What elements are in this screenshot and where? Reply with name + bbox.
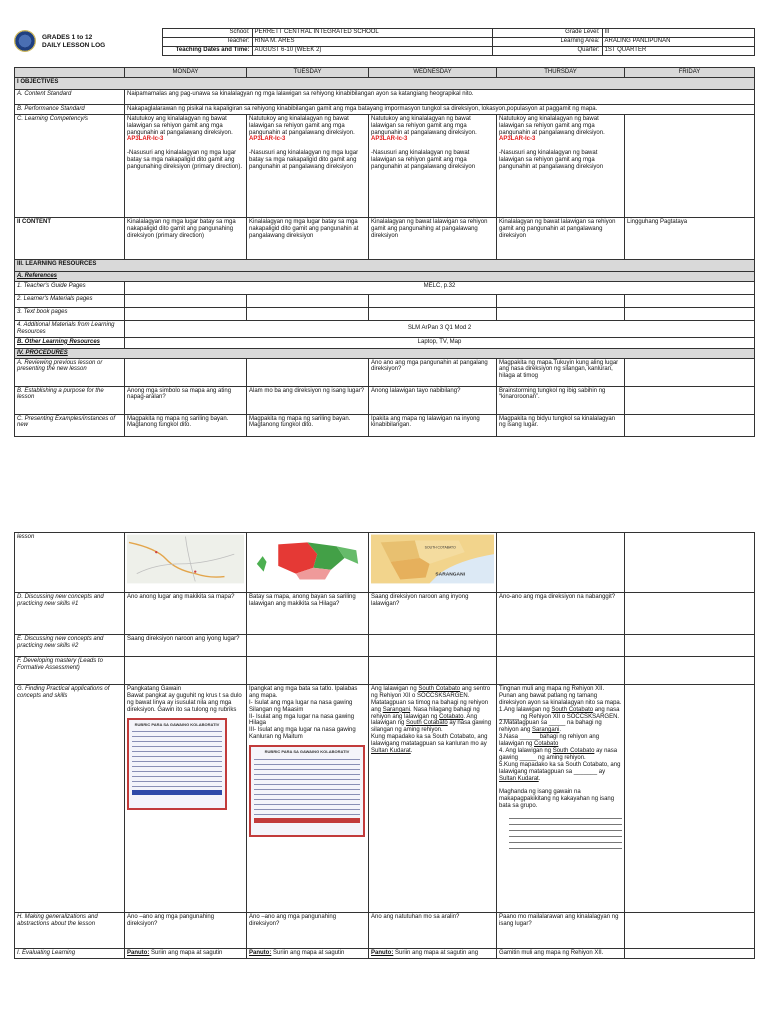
header-table: [14, 28, 755, 56]
proc-h-monday: Ano –ano ang mga pangunahing direksiyon?: [125, 913, 247, 949]
content-thursday: Kinalalagyan ng bawat lalawigan sa rehiyon gamit ang pangunahin at pangalawang direksiyon: [497, 217, 625, 259]
g-monday-text: Pangkatang Gawain Bawat pangkat ay guguhit ng krus t sa dulo ng bawat linya ay isusulat nila ang mga direksiyon. Gawin ito sa tulong ng rubriks: [127, 686, 242, 713]
comp-code: AP3LAR-Ic-3: [499, 136, 536, 143]
day-monday: MONDAY: [125, 68, 247, 78]
map-wednesday-cell: [369, 533, 497, 593]
panuto-label: Panuto:: [127, 950, 150, 956]
g-wed-text: ang sentro ng Rehiyon XII o SOCCSKSARGEN. Matatagpuan sa timog na bahagi ng rehiyon ang: [371, 686, 491, 713]
map-tuesday-cell: [247, 533, 369, 593]
rubric-image-monday: [127, 718, 227, 810]
street-map-icon: [127, 534, 244, 584]
performance-standard-label: B. Performance Standard: [15, 104, 125, 114]
lm-label: 2. Learner's Materials pages: [15, 294, 125, 307]
g-wed-sultan-kudarat: Sultan Kudarat: [371, 748, 411, 755]
rubric-image-tuesday: [249, 745, 365, 837]
rubric-title: RUBRIC PARA SA GAWAING KOLABORATIV: [134, 721, 220, 727]
content-heading: II CONTENT: [15, 217, 125, 259]
g-wed-south-cotabato: South Cotabato: [418, 686, 461, 692]
proc-h-wednesday: Ano ang natutuhan mo sa aralin?: [369, 913, 497, 949]
g-thu-text: Maghanda ng isang gawain na makapagpakikitang ng kakayahan ng isang bata sa grupo.: [499, 789, 615, 810]
g-wed-south-cotabato: South Cotabato: [406, 720, 448, 727]
content-wednesday: Kinalalagyan ng bawat lalawigan sa rehiyon gamit ang pangunahing at pangalawang direksiyon: [369, 217, 497, 259]
panuto-label: Panuto:: [371, 950, 394, 956]
proc-d-wednesday: Saang direksiyon naroon ang inyong lalawigan?: [369, 593, 497, 635]
comp-sub-text: -Nasusuri ang kinalalagyan ng mga lugar batay sa mga nakapaligid dito gamit ang pangunahin at pangalawang direksiyon: [249, 150, 359, 171]
region-map-icon: [249, 534, 366, 584]
dates-value: AUGUST 6-10 (WEEK 2): [252, 47, 492, 56]
comp-code: AP3LAR-Ic-3: [127, 136, 164, 143]
proc-e-monday: Saang direksiyon naroon ang iyong lugar?: [125, 635, 247, 657]
comp-main-text: Natutukoy ang kinalalagyan ng bawat lalawigan sa rehiyon gamit ang mga pangunahin at pangalawang direksiyon.: [371, 115, 477, 136]
proc-d-monday: Ano anong lugar ang makikita sa mapa?: [125, 593, 247, 635]
deped-seal-logo: [14, 30, 36, 52]
g-thu-sarangani: Sarangani: [532, 727, 560, 734]
other-resources-value: Laptop, TV, Map: [125, 337, 755, 348]
competency-friday: [625, 114, 755, 217]
content-tuesday: Kinalalagyan ng mga lugar batay sa mga nakapaligid dito gamit ang pangunahin at pangalawang direksiyon: [247, 217, 369, 259]
quarter-label: Quarter:: [492, 47, 602, 56]
g-thu-text: 4. Ang lalawigan ng: [499, 748, 552, 755]
proc-c-monday: Magpakita ng mapa ng sariling bayan. Magtanong tungkol dito.: [125, 414, 247, 436]
blank-corner: [15, 68, 125, 78]
additional-value: SLM ArPan 3 Q1 Mod 2: [125, 320, 755, 337]
lesson-table-page1: [14, 67, 755, 437]
comp-sub-text: -Nasusuri ang kinalalagyan ng mga lugar batay sa mga nakapaligid dito gamit ang pangunahing direksiyon (primary direction).: [127, 150, 243, 171]
g-thu-sultan-kudarat: Sultan Kudarat: [499, 775, 539, 782]
proc-i-label: I. Evaluating Learning: [15, 949, 125, 959]
g-thu-text: . 3.Nasa ______bahagi ng rehiyon ang lalawigan ng: [499, 727, 600, 748]
comp-code: AP3LAR-Ic-3: [371, 136, 408, 143]
comp-sub-text: -Nasusuri ang kinalalagyan ng bawat lalawigan sa rehiyon gamit ang mga pangunahin at pangalawang direksiyon: [499, 150, 604, 171]
day-wednesday: WEDNESDAY: [369, 68, 497, 78]
title-line1: GRADES 1 to 12: [42, 33, 93, 41]
additional-label: 4. Additional Materials from Learning Resources: [15, 320, 125, 337]
proc-b-tuesday: Alam mo ba ang direksiyon ng isang lugar?: [247, 386, 369, 414]
procedures-heading: IV. PROCEDURES: [15, 348, 755, 358]
competency-tuesday: [247, 114, 369, 217]
proc-g-thursday: [497, 685, 625, 913]
proc-h-label: H. Making generalizations and abstractions about the lesson: [15, 913, 125, 949]
i-text: Suriin ang mapa at sagutin: [149, 950, 223, 956]
proc-a-label: A. Reviewing previous lesson or presenting the new lesson: [15, 358, 125, 386]
proc-e-label: E. Discussing new concepts and practicing new skills #2: [15, 635, 125, 657]
g-tuesday-text: Ipangkat ang mga bata sa tatlo. Ipalabas ang mapa. I- Isulat ang mga lugar na nasa gawing Silangan ng Maasim II- Isulat ang mga lugar na nasa gawing Hilaga III- Isulat ang mga lugar na nasa gawing Kanluran ng Maitum: [249, 686, 358, 741]
day-header-row: [15, 68, 755, 78]
proc-g-label: G. Finding Practical applications of concepts and skills: [15, 685, 125, 913]
proc-c-label: C. Presenting Examples/instances of new: [15, 414, 125, 436]
competency-monday: [125, 114, 247, 217]
sarangani-label: SARANGANI: [435, 572, 465, 578]
g-wed-text: .: [410, 748, 413, 755]
comp-sub-text: -Nasusuri ang kinalalagyan ng bawat lalawigan sa rehiyon gamit ang mga pangunahin at pangalawang direksiyon: [371, 150, 476, 171]
g-thu-cotabato: Cotabato: [534, 741, 559, 748]
tg-label: 1. Teacher's Guide Pages: [15, 281, 125, 294]
proc-g-wednesday: [369, 685, 497, 913]
lesson-table-page2: [14, 532, 755, 959]
map-monday-cell: [125, 533, 247, 593]
content-standard-label: A. Content Standard: [15, 89, 125, 104]
g-wed-text: . Ang lalawigan ng: [371, 713, 478, 727]
proc-g-monday: [125, 685, 247, 913]
proc-f-label: F. Developing mastery (Leads to Formative Assessment): [15, 657, 125, 685]
grade-label: Grade Level:: [492, 29, 602, 38]
other-resources-label: B. Other Learning Resources: [15, 337, 125, 348]
tg-value: MELC, p.32: [125, 281, 755, 294]
content-standard-text: Naipamamalas ang pag-unawa sa kinalalagyan ng mga lalawigan sa rehiyong kinabibilangan ayon sa katangiang heograpikal nito.: [125, 89, 755, 104]
page-two: [14, 532, 754, 959]
proc-i-thursday: Gamitin muli ang mapa ng Rehiyon XII.: [497, 949, 625, 959]
proc-b-label: B. Establishing a purpose for the lesson: [15, 386, 125, 414]
g-wed-text: . Nasa hilagang bahagi ng rehiyon ang lalawigan ng: [371, 706, 480, 720]
page-one: [14, 28, 754, 437]
competency-wednesday: [369, 114, 497, 217]
competency-label: C. Learning Competency/s: [15, 114, 125, 217]
proc-d-thursday: Ano-ano ang mga direksiyon na nabanggit?: [497, 593, 625, 635]
g-thu-south-cotabato: South Cotabato: [551, 706, 594, 713]
soccsksargen-map: [371, 534, 494, 584]
content-friday: Lingguhang Pagtataya: [625, 217, 755, 259]
school-label: School:: [162, 29, 252, 38]
content-monday: Kinalalagyan ng mga lugar batay sa mga nakapaligid dito gamit ang pangunahing direksiyon (primary direction): [125, 217, 247, 259]
g-thu-text: Tingnan muli ang mapa ng Rehiyon XII. Punan ang bawat patlang ng tamang direksiyon ayon sa kinalalagyan nito sa mapa. 1.Ang lalawigan ng: [499, 686, 622, 713]
proc-c-thursday: Magpakita ng bidyu tungkol sa kinalalagyan ng isang lugar.: [497, 414, 625, 436]
proc-b-thursday: Brainstorming tungkol ng ibig sabihin ng “kinaroroonan”.: [497, 386, 625, 414]
g-wed-text: ay nasa gawing silangan ng aming rehiyon. Kung mapadako ka sa South Cotabato, ang lalawigang matatagpuan sa kanluran mo ay: [371, 720, 492, 748]
g-wed-text: Ang lalawigan ng: [371, 686, 419, 692]
g-thu-text: ang nasa ______: [499, 706, 620, 720]
references-heading: A. References: [15, 271, 755, 281]
proc-b-monday: Anong mga simbolo sa mapa ang ating napag-aralan?: [125, 386, 247, 414]
day-friday: FRIDAY: [625, 68, 755, 78]
dates-label: Teaching Dates and Time:: [162, 47, 252, 56]
panuto-label: Panuto:: [249, 950, 272, 956]
teacher-value: RINA M. ARES: [252, 38, 492, 47]
quarter-value: 1ST QUARTER: [602, 47, 754, 56]
proc-d-label: D. Discussing new concepts and practicing new skills #1: [15, 593, 125, 635]
tb-label: 3. Text book pages: [15, 307, 125, 320]
philippines-region-map: [249, 534, 366, 584]
area-label: Learning Area:: [492, 38, 602, 47]
area-value: ARALING PANLIPUNAN: [602, 38, 754, 47]
g-wed-sarangani: Sarangani: [382, 706, 411, 713]
proc-i-monday: [125, 949, 247, 959]
g-thu-text: .: [538, 775, 541, 782]
school-value: PERRETT CENTRAL INTEGRATED SCHOOL: [252, 29, 492, 38]
proc-b-wednesday: Anong lalawigan tayo nabibilang?: [369, 386, 497, 414]
province-map-icon: [371, 534, 494, 584]
town-map-image: [127, 534, 244, 584]
proc-g-tuesday: [247, 685, 369, 913]
proc-a-thursday: Magpakita ng mapa.Tukuyin kung aling lugar ang nasa direksiyon ng silangan, kanluran, hilaga at timog: [497, 358, 625, 386]
resources-heading: III. LEARNING RESOURCES: [15, 259, 755, 271]
proc-a-wednesday: Ano ano ang mga pangunahin at pangalang direksiyon?: [369, 358, 497, 386]
comp-main-text: Natutukoy ang kinalalagyan ng bawat lalawigan sa rehiyon gamit ang mga pangunahin at pangalawang direksiyon.: [499, 115, 605, 136]
proc-c-label-cont: lesson: [15, 533, 125, 593]
g-wed-cotabato: Cotabato: [439, 713, 464, 720]
grade-value: III: [602, 29, 754, 38]
comp-main-text: Natutukoy ang kinalalagyan ng bawat lalawigan sa rehiyon gamit ang mga pangunahin at pangalawang direksiyon.: [249, 115, 355, 136]
worksheet-image: [499, 813, 622, 849]
proc-h-thursday: Paano mo mailalarawan ang kinalalagyan ng isang lugar?: [497, 913, 625, 949]
proc-i-wednesday: [369, 949, 497, 959]
g-thu-text: ay nasa gawing _____ ng aming rehiyon. 5.Kung mapadako ka sa South Cotabato, ang lalawigang matatagpuan sa _______ ay: [499, 748, 621, 775]
i-text: Suriin ang mapa at sagutin: [271, 950, 345, 956]
i-text: Suriin ang mapa at sagutin ang: [393, 950, 479, 956]
g-thu-text: ng Rehiyon XII o SOCCSKSARGEN. 2.Matatagpuan sa _____ na bahagi ng rehiyon ang: [499, 713, 620, 734]
comp-code: AP3LAR-Ic-3: [249, 136, 286, 143]
proc-d-tuesday: Batay sa mapa, anong bayan sa sariling lalawigan ang makikita sa Hilaga?: [247, 593, 369, 635]
performance-standard-text: Nakapaglalarawan ng pisikal na kapaligiran sa rehiyong kinabibilangan gamit ang mga batayang impormasyon tungkol sa direksiyon, lokasyon,populasyon at paggamit ng mapa.: [125, 104, 755, 114]
comp-main-text: Natutukoy ang kinalalagyan ng bawat lalawigan sa rehiyon gamit ang mga pangunahin at pangalawang direksiyon.: [127, 115, 233, 136]
title-line2: DAILY LESSON LOG: [42, 42, 106, 49]
south-cotabato-label: SOUTH COTABATO: [424, 545, 456, 550]
g-thu-south-cotabato: South Cotabato: [552, 748, 595, 755]
proc-i-tuesday: [247, 949, 369, 959]
teacher-label: Teacher:: [162, 38, 252, 47]
proc-c-wednesday: Ipakita ang mapa ng lalawigan na inyong kinabibilangan.: [369, 414, 497, 436]
day-tuesday: TUESDAY: [247, 68, 369, 78]
rubric-title: RUBRIC PARA SA GAWAING KOLABORATIV: [264, 749, 350, 755]
competency-thursday: [497, 114, 625, 217]
proc-c-tuesday: Magpakita ng mapa ng sariling bayan. Magtanong tungkol dito.: [247, 414, 369, 436]
objectives-heading: I OBJECTIVES: [15, 77, 755, 89]
proc-h-tuesday: Ano –ano ang mga pangunahing direksiyon?: [247, 913, 369, 949]
day-thursday: THURSDAY: [497, 68, 625, 78]
